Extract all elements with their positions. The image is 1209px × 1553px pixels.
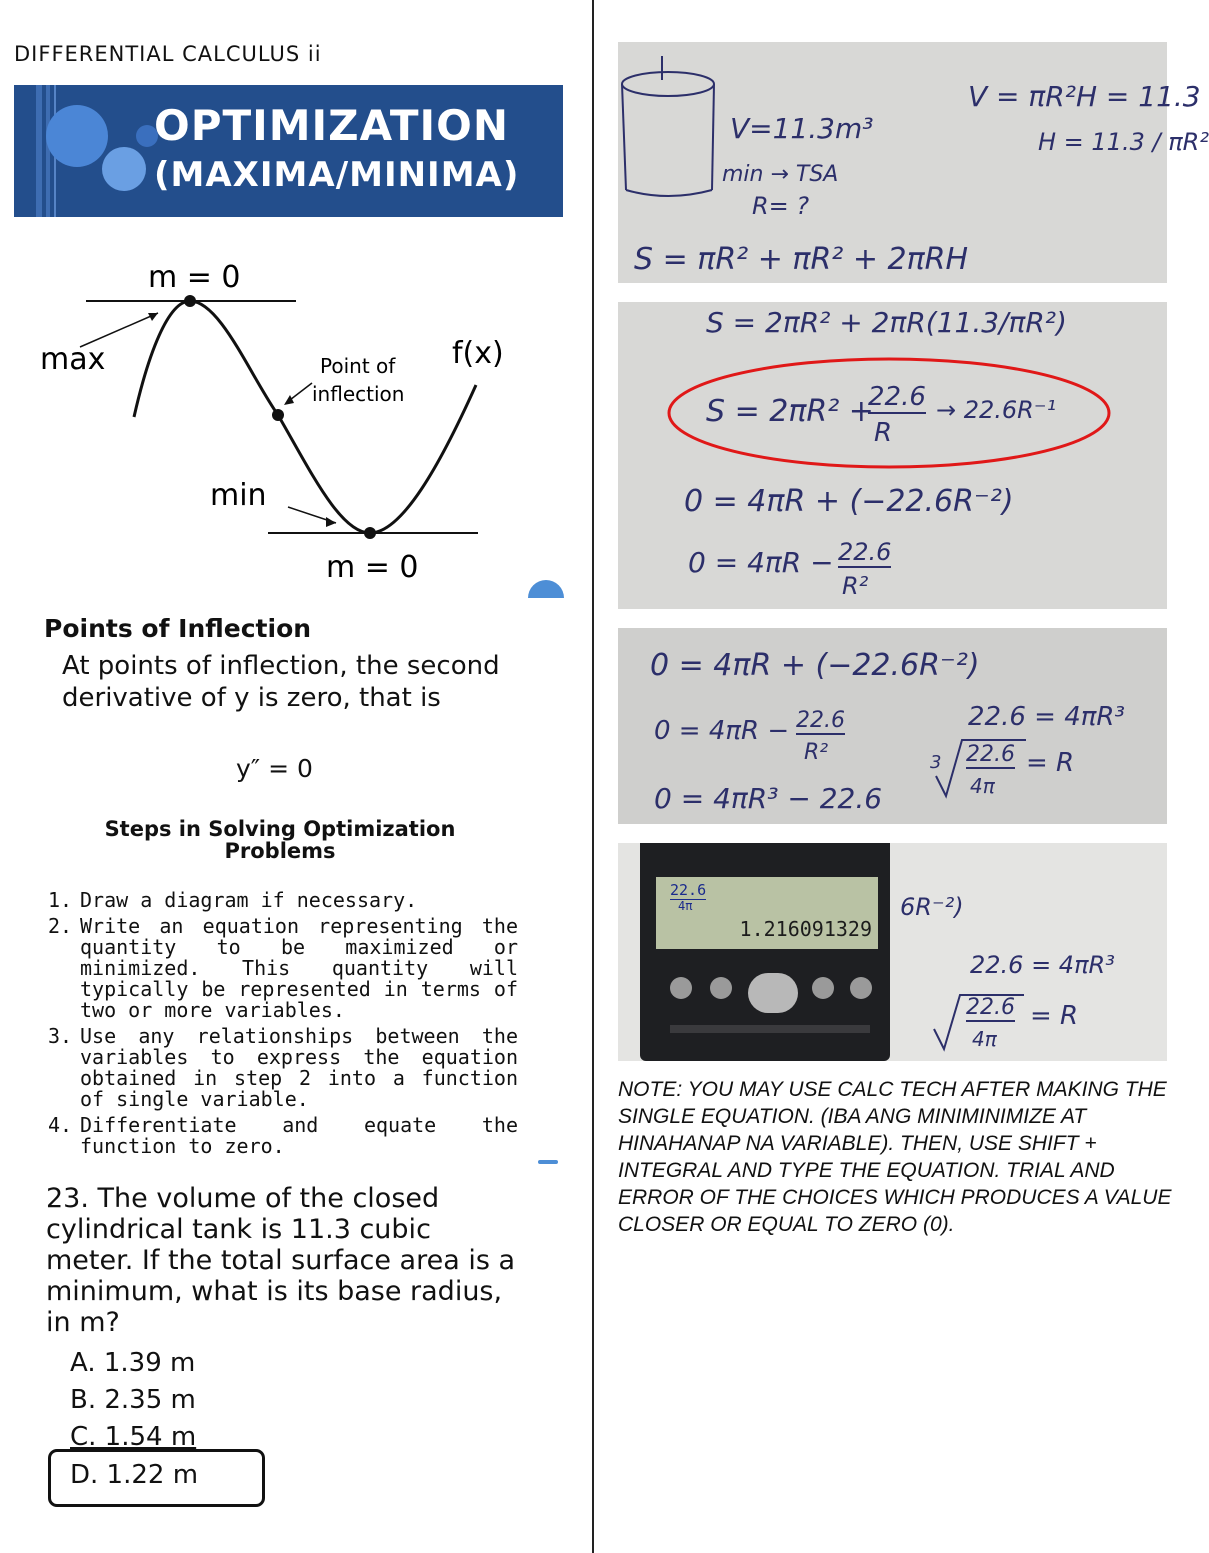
hw-radius: R= ? [752,192,810,220]
hw-min-tsa: min → TSA [722,162,839,187]
calc-button [710,977,732,999]
hw-root-index: 3 [930,752,942,773]
hw-line: S = 2πR² + [706,394,874,429]
hw-line: 0 = 4πR − [654,716,790,746]
calc-button-row [670,1025,870,1033]
step-text: Write an equation representing the quantity to be maximized or minimized. This quantity will typically be represented in terms of two or more variables. [80,914,518,1022]
question-text: The volume of the closed cylindrical tank is 11.3 cubic meter. If the total surface area is a minimum, what is its base radius, in m? [46,1183,516,1338]
list-item [48,890,518,911]
hw-line: 22.6 = 4πR³ [968,702,1125,732]
hw-fraction-den: R² [842,572,869,600]
list-item [48,1115,518,1157]
hw-fraction-den: R [874,418,893,448]
inflection-point [272,409,284,421]
calculator-screen [656,877,878,949]
hw-fraction-den: 4π [972,1027,997,1051]
step-text: Use any relationships between the variables to express the equation obtained in step 2 into a function of single variable. [80,1024,518,1111]
hw-line: 0 = 4πR³ − 22.6 [654,782,883,815]
screen-numerator: 22.6 [670,881,707,899]
list-item [48,916,518,1021]
cylinder-sketch [618,42,728,212]
calc-dpad [748,973,798,1013]
topic-banner [14,85,563,217]
hw-fraction-den: 4π [970,774,995,798]
steps-heading: Steps in Solving Optimization Problems [104,817,456,863]
screen-result: 1.216091329 [739,917,872,941]
hw-fraction-den: R² [804,740,829,765]
hw-line: = R [1030,1001,1079,1031]
banner-title: OPTIMIZATION [154,101,510,150]
max-point [184,295,196,307]
inflection-text: At points of inflection, the second derivative of y is zero, that is [62,651,500,713]
whiteboard-photo-3 [618,628,1167,824]
banner-circle [102,147,146,191]
hw-fraction-num: 22.6 [966,742,1015,767]
hw-volume: V=11.3m³ [730,112,874,145]
list-item [48,1026,518,1110]
hw-surface: S = πR² + πR² + 2πRH [634,242,969,277]
hw-fraction-num: 22.6 [838,538,892,566]
hw-line: = R [1026,748,1075,778]
hw-line: 0 = 4πR + (−22.6R⁻²) [684,484,1014,519]
hw-fraction-num: 22.6 [796,708,845,733]
question-number: 23. [46,1183,89,1214]
option-a: A. 1.39 m [70,1348,196,1378]
screen-denominator: 4π [678,899,693,913]
option-c: C. 1.54 m [70,1422,197,1452]
max-slope-label: m = 0 [148,260,241,295]
banner-subtitle: (MAXIMA/MINIMA) [154,155,520,195]
hw-vformula: V = πR²H = 11.3 [968,80,1201,113]
step-number: 1. [48,888,73,912]
min-point [364,527,376,539]
inflection-heading: Points of Inflection [44,614,312,643]
inflection-label: Point of [320,354,396,378]
question-23 [46,1183,516,1338]
step-number: 4. [48,1113,73,1137]
answer-highlight-box [48,1449,265,1507]
decorative-dash [538,1160,558,1164]
hw-line: 0 = 4πR − [688,546,834,579]
calc-tech-note: NOTE: YOU MAY USE CALC TECH AFTER MAKING THE SINGLE EQUATION. (IBA ANG MINIMINIMIZE AT HINAHANAP NA VARIABLE). THEN, USE SHIFT + INTEGRAL AND TYPE THE EQUATION. TRIAL AND ERROR OF THE CHOICES WHICH PRODUCES A VALUE CLOSER OR EQUAL TO ZERO (0). [618,1078,1172,1236]
hw-line: 0 = 4πR + (−22.6R⁻²) [650,648,980,683]
step-number: 3. [48,1024,73,1048]
max-label: max [40,342,106,377]
hw-height: H = 11.3 / πR² [1038,128,1209,156]
inflection-label: inflection [312,382,405,406]
hw-line: → 22.6R⁻¹ [936,396,1057,424]
maxima-minima-graph [30,245,570,605]
hw-line: 22.6 = 4πR³ [970,951,1115,979]
min-slope-label: m = 0 [326,550,419,585]
function-label: f(x) [452,336,504,371]
column-divider [592,0,594,1553]
hw-fraction-num: 22.6 [868,382,926,412]
min-label: min [210,478,267,513]
option-d: D. 1.22 m [70,1460,199,1490]
calc-button [670,977,692,999]
inflection-formula: y″ = 0 [236,754,313,783]
step-text: Differentiate and equate the function to zero. [80,1113,518,1158]
function-curve [134,301,476,533]
calc-button [812,977,834,999]
step-text: Draw a diagram if necessary. [80,888,418,912]
banner-circle [46,105,108,167]
calc-button [850,977,872,999]
whiteboard-photo-2 [618,302,1167,609]
calculator [640,843,890,1061]
hw-fraction-num: 22.6 [966,995,1015,1020]
option-b: B. 2.35 m [70,1385,196,1415]
hw-line: S = 2πR² + 2πR(11.3/πR²) [706,306,1067,339]
step-number: 2. [48,914,73,938]
calculator-photo [618,843,1167,1061]
course-title: DIFFERENTIAL CALCULUS ii [14,42,322,66]
whiteboard-photo-1 [618,42,1209,283]
hw-line: 6R⁻²) [900,893,964,921]
steps-list [48,890,518,1162]
